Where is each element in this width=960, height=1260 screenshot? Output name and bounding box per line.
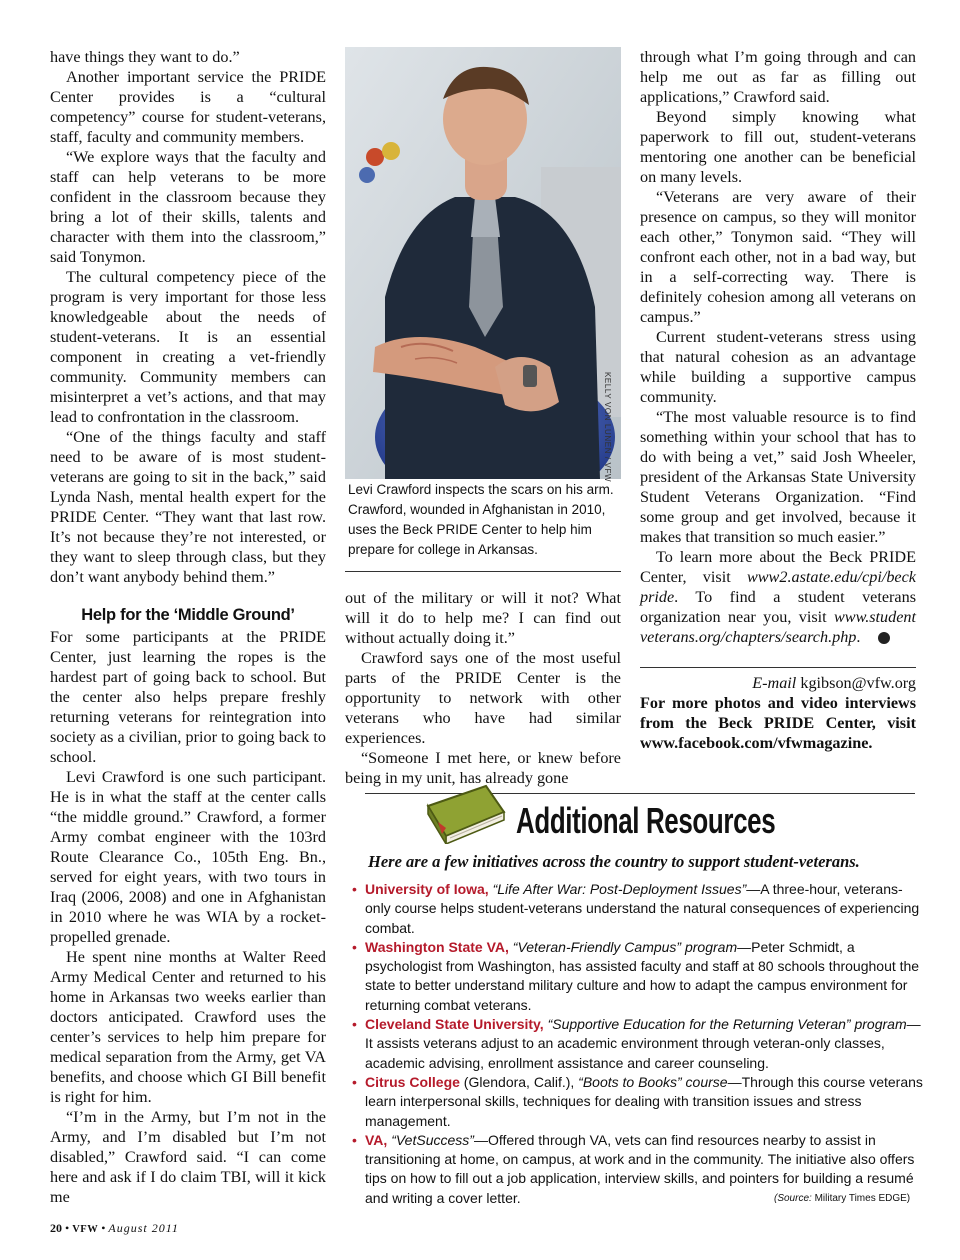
issue-date: August 2011	[108, 1221, 179, 1235]
resource-item	[352, 1015, 924, 1073]
bullet-icon: •	[352, 1016, 357, 1033]
body-paragraph: out of the military or will it not? What will it do to help me? I can find out without actually doing it.”	[345, 589, 621, 647]
folio-separator: •	[65, 1221, 70, 1235]
resource-org: Citrus College	[365, 1073, 460, 1090]
closing-text: .	[856, 628, 861, 646]
resource-location: (Glendora, Calif.),	[463, 1073, 575, 1090]
closing-text: . To find a student veterans organization near you, visit	[640, 588, 916, 626]
body-paragraph: “Veterans are very aware of their presence on campus, so they will monitor each other,” Tonymon said. “They will confront each other, not in a bad way, but in a self-correcting way. There is definitely cohesion among all veterans on campus.”	[640, 188, 916, 326]
page-number: 20	[50, 1221, 62, 1235]
bullet-icon: •	[352, 1073, 357, 1090]
body-paragraph: For some participants at the PRIDE Center, just learning the ropes is the hardest part of going back to school. But the center also helps prepare freshly returning veterans for reintegration into society as a civilian, prior to going back to school.	[50, 628, 326, 766]
resource-description: —A three-hour, veterans-only course helps student-veterans understand the natural consequences of experiencing combat.	[365, 881, 920, 936]
bullet-icon: •	[352, 881, 357, 897]
body-paragraph: Levi Crawford is one such participant. He is in what the staff at the center calls “the middle ground.” Crawford, a former Army combat engineer with the 103rd Route Clearance Co., 105th Eng. Bn., served for eight years, with two tours in Iraq (2006, 2008) and one in Afghanistan in 2010 where he was WIA by a rocket-propelled grenade.	[50, 768, 326, 946]
closing-paragraph	[640, 547, 916, 647]
body-paragraph: “We explore ways that the faculty and staff can help veterans to be more confident in the classroom because they bring a lot of their skills, talents and character with them into the classroom,” said Tonymon.	[50, 148, 326, 266]
resource-org: Washington State VA,	[365, 938, 509, 955]
end-mark-icon: ✱	[878, 632, 890, 644]
right-column	[640, 47, 916, 753]
resource-org: University of Iowa,	[365, 881, 489, 897]
source-label: (Source:	[774, 1193, 812, 1204]
email-label: E-mail	[752, 674, 797, 692]
body-paragraph: Beyond simply knowing what paperwork to fill out, student-veterans mentoring one another can be beneficial on many levels.	[640, 108, 916, 186]
resource-description: —Peter Schmidt, a psychologist from Washington, has assisted faculty and staff at 80 schools throughout the state to better understand military culture and how to adapt the campus environment for returning combat veterans.	[365, 938, 920, 1013]
resource-description: —Through this course veterans learn interpersonal skills, techniques for dealing with transition issues and stress management.	[365, 1073, 923, 1129]
body-paragraph: through what I’m going through and can help me out as far as filling out applications,” Crawford said.	[640, 48, 916, 106]
resources-list	[352, 880, 924, 1208]
resources-intro: Here are a few initiatives across the country to support student-veterans.	[368, 852, 860, 871]
magazine-name: VFW	[72, 1224, 99, 1235]
more-info-note: For more photos and video interviews from the Beck PRIDE Center, visit www.facebook.com/vfwmagazine.	[640, 694, 916, 752]
resource-description: —Offered through VA, vets can find resources nearby to assist in transitioning at home, on campus, at work and in the community. The initiative also offers tips on how to fill out a job application, interview skills, and pointers for building a resumé and writing a cover letter.	[365, 1131, 915, 1206]
email-divider	[640, 667, 916, 668]
bullet-icon: •	[352, 1131, 357, 1148]
closing-text: To learn more about the Beck PRIDE Center, visit	[640, 548, 916, 586]
resource-item	[352, 938, 924, 1015]
page-folio	[50, 1221, 179, 1236]
resource-org: Cleveland State University,	[365, 1016, 544, 1033]
resource-item	[352, 1073, 924, 1131]
student-veterans-link[interactable]: www.student veterans.org/chapters/search.php	[640, 608, 916, 646]
resource-program: “Boots to Books” course	[578, 1073, 728, 1090]
article-photo	[345, 47, 621, 479]
body-paragraph: He spent nine months at Walter Reed Army Medical Center and returned to his home in Arkansas two weeks earlier than doctors anticipated. Crawford uses the center’s services to help him prepare for medical separation from the Army, get VA benefits, and choose which GI Bill benefit is right for him.	[50, 948, 326, 1106]
email-address[interactable]: kgibson@vfw.org	[800, 674, 916, 692]
book-icon	[424, 778, 508, 844]
body-paragraph: The cultural competency piece of the program is very important for those less knowledgeable about the needs of student-veterans. It is an essential component in creating a vet-friendly community. Community members can misinterpret a vet’s actions, and that may lead to confrontation in the classroom.	[50, 268, 326, 426]
body-paragraph: “I’m in the Army, but I’m not in the Army, and I’m disabled but I’m not disabled,” Crawford said. “I can come here and ask if I do claim TBI, will it kick me	[50, 1108, 326, 1206]
resources-source	[774, 1193, 910, 1204]
author-email	[640, 673, 916, 693]
photo-credit: KELLY VON LUNEN / VFW	[603, 372, 612, 483]
body-paragraph: “Someone I met here, or knew before being in my unit, has already gone	[345, 749, 621, 787]
resource-program: “Veteran-Friendly Campus” program	[512, 938, 738, 955]
body-paragraph: “The most valuable resource is to find something within your school that has to do with being a vet,” said Josh Wheeler, president of the Arkansas State University Student Veterans Organization. “Find some group and get involved, because it makes that transition so much easier.”	[640, 408, 916, 546]
body-paragraph: “One of the things faculty and staff need to be aware of is most student-veterans are going to sit in the back,” said Lynda Nash, mental health expert for the PRIDE Center. “They want that last row. It’s not because they’re not interested, or they want to sleep through class, but they don’t want anybody behind them.”	[50, 428, 326, 586]
pride-center-link[interactable]: www2.astate.edu/cpi/beck pride	[640, 568, 916, 606]
folio-separator: •	[101, 1221, 106, 1235]
photo-caption: Levi Crawford inspects the scars on his arm. Crawford, wounded in Afghanistan in 2010, uses the Beck PRIDE Center to help him prepare for college in Arkansas.	[348, 482, 614, 557]
photo-illustration	[345, 47, 621, 479]
bullet-icon: •	[352, 938, 357, 955]
section-subhead: Help for the ‘Middle Ground’	[81, 606, 295, 624]
resource-program: “Life After War: Post-Deployment Issues”	[492, 881, 747, 897]
resource-description: —It assists veterans adjust to an academic environment through veteran-only classes, academic advising, enrollment assistance and career counseling.	[365, 1016, 921, 1071]
source-text: Military Times EDGE)	[814, 1193, 911, 1204]
resource-org: VA,	[365, 1131, 388, 1148]
resource-program: “Supportive Education for the Returning Veteran” program	[547, 1016, 907, 1033]
caption-divider	[345, 571, 621, 572]
middle-column	[345, 588, 621, 788]
body-paragraph: Crawford says one of the most useful parts of the PRIDE Center is the opportunity to network with other veterans who have had similar experiences.	[345, 649, 621, 747]
left-column	[50, 47, 326, 1207]
body-paragraph: Another important service the PRIDE Center provides is a “cultural competency” course for student-veterans, staff, faculty and community members.	[50, 68, 326, 146]
body-paragraph: have things they want to do.”	[50, 48, 240, 66]
resource-program: “VetSuccess”	[391, 1131, 474, 1148]
resources-title: Additional Resources	[516, 800, 776, 841]
resource-item	[352, 880, 924, 938]
body-paragraph: Current student-veterans stress using that natural cohesion as an advantage while building a supportive campus community.	[640, 328, 916, 406]
